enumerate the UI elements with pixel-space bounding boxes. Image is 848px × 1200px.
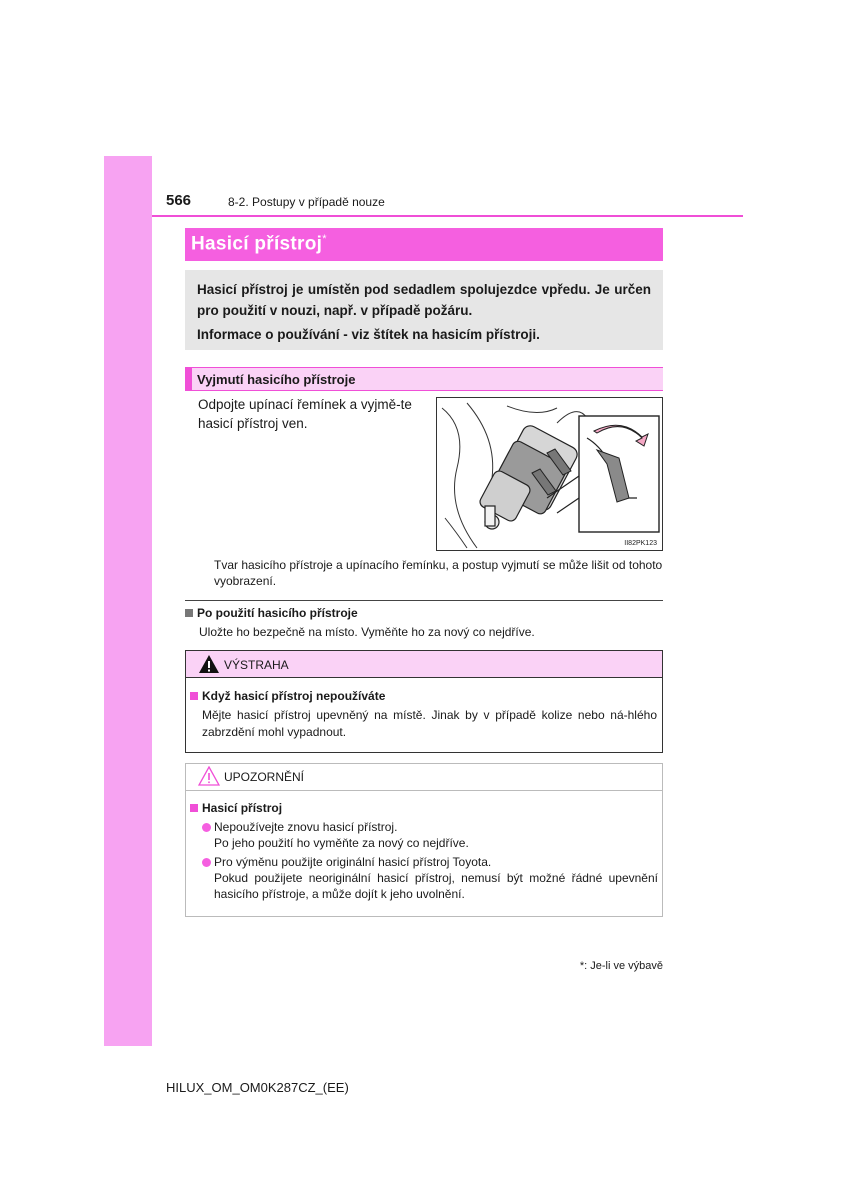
removal-heading: Vyjmutí hasicího přístroje xyxy=(197,372,356,387)
removal-heading-bar xyxy=(185,367,663,391)
pink-square-icon xyxy=(190,804,198,812)
caution-subheading xyxy=(190,801,282,815)
page-number: 566 xyxy=(166,192,192,209)
caution-item-line1: Nepoužívejte znovu hasicí přístroj. xyxy=(214,820,398,834)
section-path: 8-2. Postupy v případě nouze xyxy=(228,195,385,209)
heading-accent xyxy=(185,368,192,390)
intro-text-2: Informace o používání - viz štítek na hasicím přístroji. xyxy=(197,327,540,342)
figure-code: II82PK123 xyxy=(624,540,657,547)
pink-bullet-icon xyxy=(202,858,211,867)
warning-subheading xyxy=(190,689,385,703)
caution-triangle-icon xyxy=(198,766,220,786)
warning-header xyxy=(186,651,662,678)
section-divider xyxy=(185,600,663,601)
footnote: *: Je-li ve výbavě xyxy=(579,960,663,972)
removal-instructions: Odpojte upínací řemínek a vyjmě-te hasicí přístroj ven. xyxy=(198,397,412,431)
intro-text-1: Hasicí přístroj je umístěn pod sedadlem spolujezdce vpředu. Je určen pro použití v nouzi, např. v případě požáru. xyxy=(197,282,651,318)
warning-label: VÝSTRAHA xyxy=(224,658,289,672)
after-use-text: Uložte ho bezpečně na místo. Vyměňte ho za nový co nejdříve. xyxy=(199,625,535,639)
after-use-heading xyxy=(185,606,358,620)
warning-subheading-text: Když hasicí přístroj nepoužíváte xyxy=(202,689,386,703)
caution-item-line2: Po jeho použití ho vyměňte za nový co nejdříve. xyxy=(214,836,469,850)
caution-item-line2: Pokud použijete neoriginální hasicí přístroj, nemusí být možné řádné upevnění hasicího přístroje, a může dojít k jeho uvolnění. xyxy=(214,871,658,901)
extinguisher-drawing xyxy=(437,398,662,550)
caution-item-line1: Pro výměnu použijte originální hasicí přístroj Toyota. xyxy=(214,855,492,869)
title-bar xyxy=(185,228,663,261)
pink-square-icon xyxy=(190,692,198,700)
warning-text: Mějte hasicí přístroj upevněný na místě. Jinak by v případě kolize nebo ná-hlého zabrzdění mohl vypadnout. xyxy=(202,708,657,739)
caution-box xyxy=(185,763,663,917)
caution-item xyxy=(202,819,658,851)
after-use-heading-text: Po použití hasicího přístroje xyxy=(197,606,358,620)
title-asterisk: * xyxy=(322,233,327,245)
figure-caption: Tvar hasicího přístroje a upínacího řemínku, a postup vyjmutí se může lišit od tohoto vyobrazení. xyxy=(214,558,663,588)
grey-square-icon xyxy=(185,609,193,617)
pink-bullet-icon xyxy=(202,823,211,832)
extinguisher-illustration xyxy=(436,397,663,551)
caution-label: UPOZORNĚNÍ xyxy=(224,770,305,784)
page-title-text: Hasicí přístroj xyxy=(191,233,323,255)
warning-triangle-icon xyxy=(198,654,220,674)
header-rule xyxy=(152,215,743,217)
page-title xyxy=(191,233,327,255)
chapter-side-strip xyxy=(104,156,152,1046)
intro-box xyxy=(185,270,663,350)
caution-header xyxy=(186,764,662,791)
document-code: HILUX_OM_OM0K287CZ_(EE) xyxy=(166,1080,349,1095)
caution-item xyxy=(202,854,658,902)
warning-box xyxy=(185,650,663,753)
caution-subheading-text: Hasicí přístroj xyxy=(202,801,283,815)
